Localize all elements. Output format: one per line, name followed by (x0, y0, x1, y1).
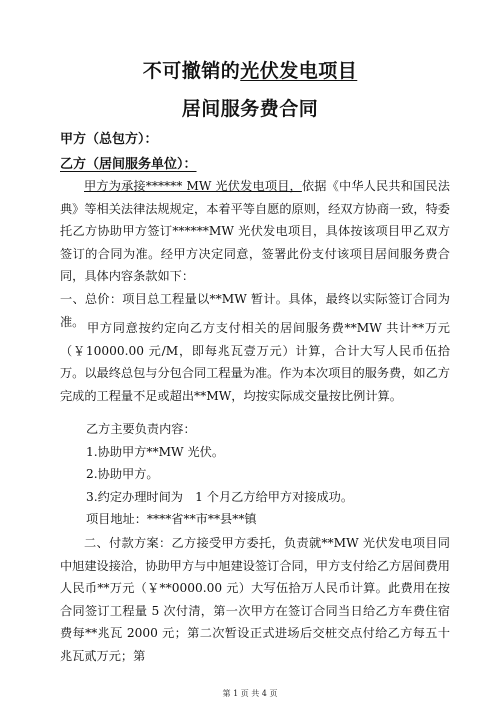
fee-paragraph: 甲方同意按约定向乙方支付相关的居间服务费**MW 共计**万元（￥10000.00 元/M，即每兆瓦壹万元）计算，合计大写人民币伍拾万。以最终总包与分包合同工程量为准。作为本次项目的服务费，如乙方完成的工程量不足或超出**MW，均按实际成交量按比例计算。 (60, 321, 450, 403)
intro-paragraph (60, 175, 450, 288)
duties-block (86, 418, 450, 531)
intro-lead: 甲方为承接****** MW 光伏发电项目， (84, 179, 302, 193)
contract-body (60, 175, 450, 288)
payment-section: 二、付款方案：乙方接受甲方委托，负责就**MW 光伏发电项目同中旭建设接洽，协助甲方与中旭建设签订合同，甲方支付给乙方居间费用人民币**万元（￥**0000.00 元）大写伍拾万人民币计算。此费用在按合同签订工程量 5 次付清，第一次甲方在签订合同当日给乙方车费住宿费每**兆瓦 2000 元；第二次暂设正式进场后交桩交点付给乙方每五十兆瓦贰万元；第 (60, 536, 450, 663)
title-prefix: 不可撤销的 (142, 60, 241, 82)
title-underlined: 光伏发电项目 (240, 60, 358, 82)
duties-title: 乙方主要负责内容： (86, 422, 196, 436)
intro-text: 依据《中华人民共和国民法典》等相关法律法规规定，本着平等自愿的原则，经双方协商一致，特委托乙方协助甲方签订******MW 光伏发电项目，具体按该项目甲乙双方签订的合同为准。经甲方决定同意，签署此份支付该项目居间服务费合同，具体内容条款如下： (60, 179, 450, 284)
fee-paragraph-wrap (60, 317, 450, 407)
duty-item: 1.协助甲方**MW 光伏。 (86, 444, 225, 459)
project-address: 项目地址：****省**市**县**镇 (86, 512, 257, 527)
page-footer: 第 1 页 共 4 页 (222, 689, 278, 698)
party-a-label: 甲方（总包方）： (60, 132, 158, 147)
document-subtitle: 居间服务费合同 (181, 98, 319, 120)
duty-item: 3.约定办理时间为 1 个月乙方给甲方对接成功。 (86, 489, 354, 504)
duty-item: 2.协助甲方。 (86, 467, 159, 482)
party-b-label: 乙方（居间服务单位）： (60, 157, 197, 172)
document-title (0, 56, 500, 83)
section-total: 一、总价：项目总工程量以**MW 暂计。具体，最终以实际签订合同为准。 (60, 292, 450, 329)
payment-section-wrap (60, 532, 450, 668)
